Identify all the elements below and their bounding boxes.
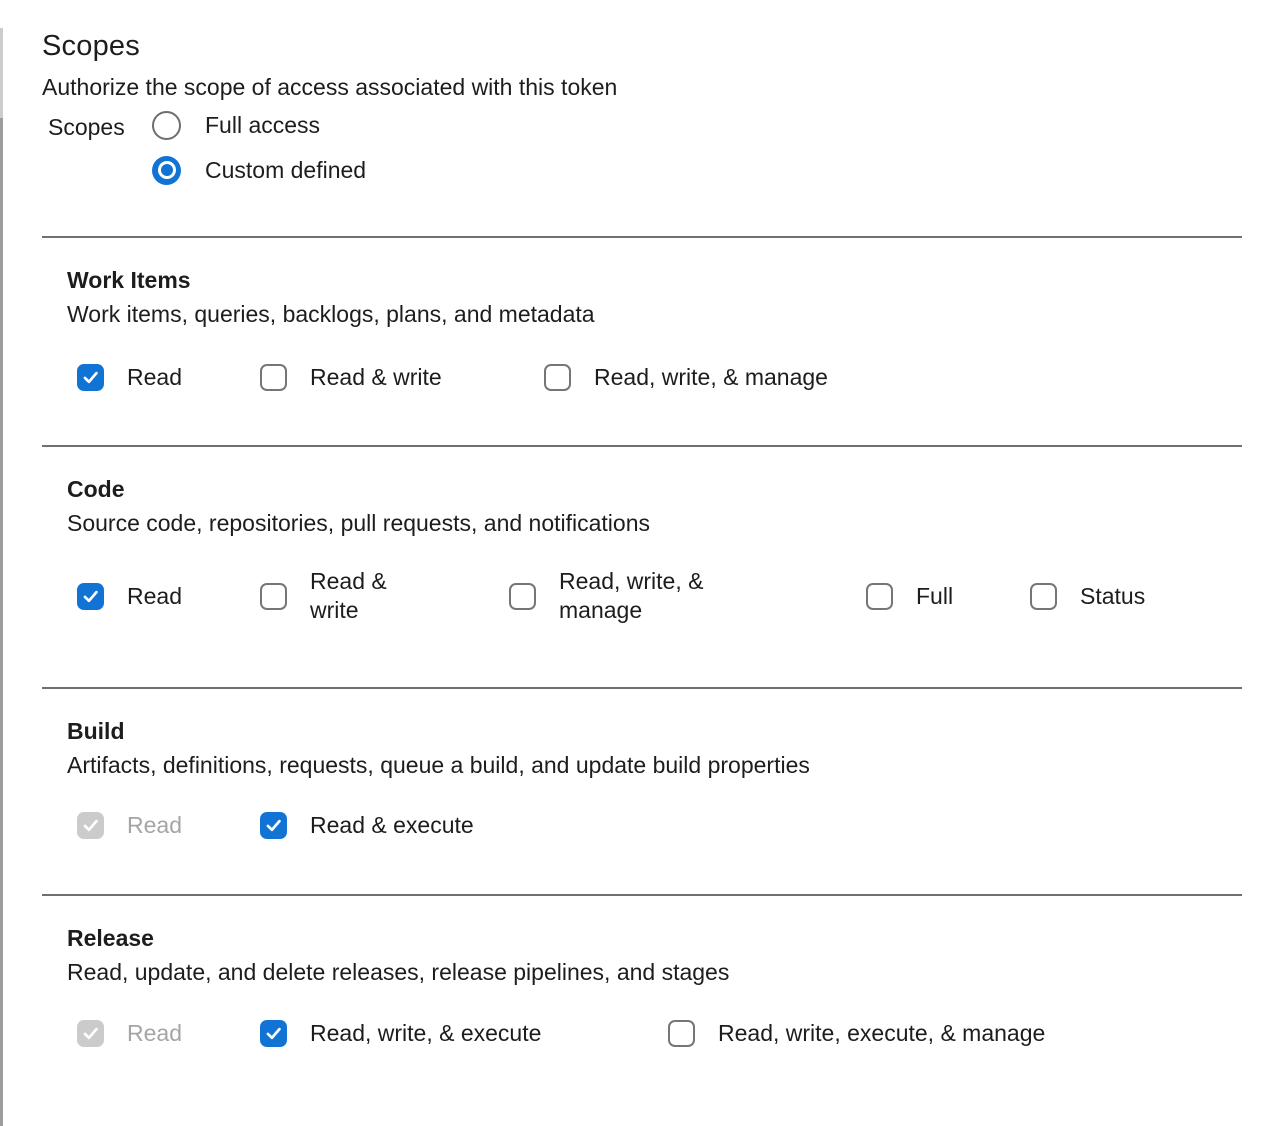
checkbox[interactable] xyxy=(260,1020,287,1047)
check-icon xyxy=(264,1024,283,1043)
check-icon xyxy=(81,816,100,835)
build-options-row xyxy=(77,811,1242,840)
checkbox[interactable] xyxy=(77,583,104,610)
section-code xyxy=(42,445,1242,687)
page-title: Scopes xyxy=(42,30,140,62)
checkbox[interactable] xyxy=(77,364,104,391)
checkbox[interactable] xyxy=(77,812,104,839)
checkbox-label: Read & write xyxy=(310,568,387,623)
section-description: Source code, repositories, pull requests, and notifications xyxy=(67,510,650,536)
checkbox-code-read-write-manage[interactable] xyxy=(509,567,866,625)
scopes-panel xyxy=(0,28,1282,1097)
checkbox[interactable] xyxy=(509,583,536,610)
release-options-row xyxy=(77,1019,1242,1048)
section-title: Build xyxy=(67,718,125,744)
scopes-radio-group xyxy=(42,110,1242,185)
radio-icon[interactable] xyxy=(152,156,181,185)
page-subtitle: Authorize the scope of access associated with this token xyxy=(42,74,618,100)
checkbox-build-read-execute[interactable] xyxy=(260,811,474,840)
checkbox[interactable] xyxy=(260,364,287,391)
checkbox-code-read[interactable] xyxy=(77,582,260,611)
section-work-items xyxy=(42,236,1242,445)
section-title: Code xyxy=(67,476,125,502)
checkbox-label: Read, write, & execute xyxy=(310,1020,542,1046)
checkbox-work-items-read-write[interactable] xyxy=(260,363,544,392)
checkbox-release-read-write-execute[interactable] xyxy=(260,1019,668,1048)
panel-left-border xyxy=(0,28,3,1126)
work-items-options-row xyxy=(77,363,1242,392)
scopes-field-label: Scopes xyxy=(48,114,125,140)
section-release xyxy=(42,894,1242,1097)
section-title: Work Items xyxy=(67,267,191,293)
check-icon xyxy=(264,816,283,835)
radio-icon[interactable] xyxy=(152,111,181,140)
code-options-row xyxy=(77,567,1242,625)
section-description: Read, update, and delete releases, release pipelines, and stages xyxy=(67,959,730,985)
checkbox-label: Read & write xyxy=(310,364,442,390)
section-description: Work items, queries, backlogs, plans, and metadata xyxy=(67,301,595,327)
checkbox[interactable] xyxy=(668,1020,695,1047)
checkbox[interactable] xyxy=(77,1020,104,1047)
radio-full-access[interactable] xyxy=(152,110,1242,140)
check-icon xyxy=(81,368,100,387)
section-title: Release xyxy=(67,925,154,951)
checkbox-release-read[interactable] xyxy=(77,1019,260,1048)
checkbox-code-full[interactable] xyxy=(866,582,1030,611)
radio-label: Custom defined xyxy=(205,157,367,183)
panel-left-border-top xyxy=(0,28,3,118)
checkbox[interactable] xyxy=(866,583,893,610)
section-description: Artifacts, definitions, requests, queue a build, and update build properties xyxy=(67,752,810,778)
checkbox-work-items-read-write-manage[interactable] xyxy=(544,363,828,392)
checkbox-code-status[interactable] xyxy=(1030,582,1145,611)
checkbox-label: Read xyxy=(127,582,182,609)
checkbox[interactable] xyxy=(260,812,287,839)
checkbox-label: Read xyxy=(127,1020,182,1046)
checkbox-label: Read xyxy=(127,364,182,390)
checkbox[interactable] xyxy=(1030,583,1057,610)
checkbox-label: Status xyxy=(1080,582,1146,609)
check-icon xyxy=(81,587,100,606)
check-icon xyxy=(81,1024,100,1043)
checkbox-label: Read, write, & manage xyxy=(559,568,704,623)
checkbox-code-read-write[interactable] xyxy=(260,567,509,625)
radio-label: Full access xyxy=(205,112,321,138)
checkbox-build-read[interactable] xyxy=(77,811,260,840)
checkbox-label: Full xyxy=(916,582,954,609)
checkbox-work-items-read[interactable] xyxy=(77,363,260,392)
section-build xyxy=(42,687,1242,894)
radio-custom-defined[interactable] xyxy=(152,155,1242,185)
checkbox-label: Read & execute xyxy=(310,812,474,838)
checkbox[interactable] xyxy=(544,364,571,391)
checkbox[interactable] xyxy=(260,583,287,610)
checkbox-label: Read, write, & manage xyxy=(594,364,828,390)
checkbox-label: Read xyxy=(127,812,182,838)
checkbox-release-read-write-execute-manage[interactable] xyxy=(668,1019,1045,1048)
checkbox-label: Read, write, execute, & manage xyxy=(718,1020,1046,1046)
